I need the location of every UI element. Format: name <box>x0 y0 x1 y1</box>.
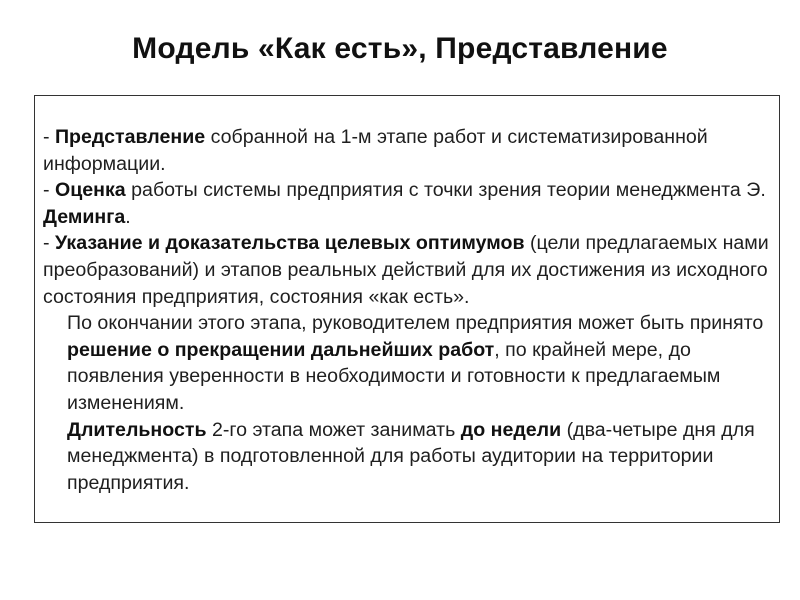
content-box <box>34 95 780 523</box>
bold-term-optimums: Указание и доказательства целевых оптимумов <box>54 232 525 255</box>
content-text <box>43 124 769 496</box>
bold-term-duration: Длительность <box>67 418 207 441</box>
bullet-dash: - <box>43 179 55 202</box>
bullet-presentation <box>43 124 769 177</box>
paragraph-text: 2-го этапа может занимать <box>206 418 461 441</box>
paragraph-text-end: , по крайней мере, до появления уверенности в необходимости и готовности к предлагаемым изменениям. <box>67 338 721 414</box>
paragraph-text: По окончании этого этапа, руководителем предприятия может быть принято <box>67 312 764 335</box>
paragraph-duration <box>43 417 769 497</box>
bullet-dash: - <box>43 126 55 148</box>
bullet-evaluation <box>43 177 769 230</box>
bullet-text: (цели предлагаемых нами преобразований) и этапов реальных действий для их достижения из исходного состояния предприятия, состояния «как есть». <box>43 232 769 308</box>
bullet-text: работы системы предприятия с точки зрения теории менеджмента Э. <box>125 179 766 202</box>
bold-term-decision: решение о прекращении дальнейших работ <box>67 338 495 361</box>
bullet-text: собранной на 1-м этапе работ и систематизированной информации. <box>43 126 708 175</box>
bold-term-presentation: Представление <box>54 126 206 148</box>
bullet-text-end: . <box>125 205 131 228</box>
bold-term-deming: Деминга <box>43 205 126 228</box>
bold-term-week: до недели <box>460 418 562 441</box>
bullet-dash: - <box>43 232 55 255</box>
slide-title: Модель «Как есть», Представление <box>132 32 668 65</box>
paragraph-text-end: (два-четыре дня для менеджмента) в подготовленной для работы аудитории на территории предприятия. <box>67 418 755 494</box>
bullet-optimums <box>43 230 769 310</box>
paragraph-decision <box>43 310 769 416</box>
bold-term-evaluation: Оценка <box>54 179 126 202</box>
